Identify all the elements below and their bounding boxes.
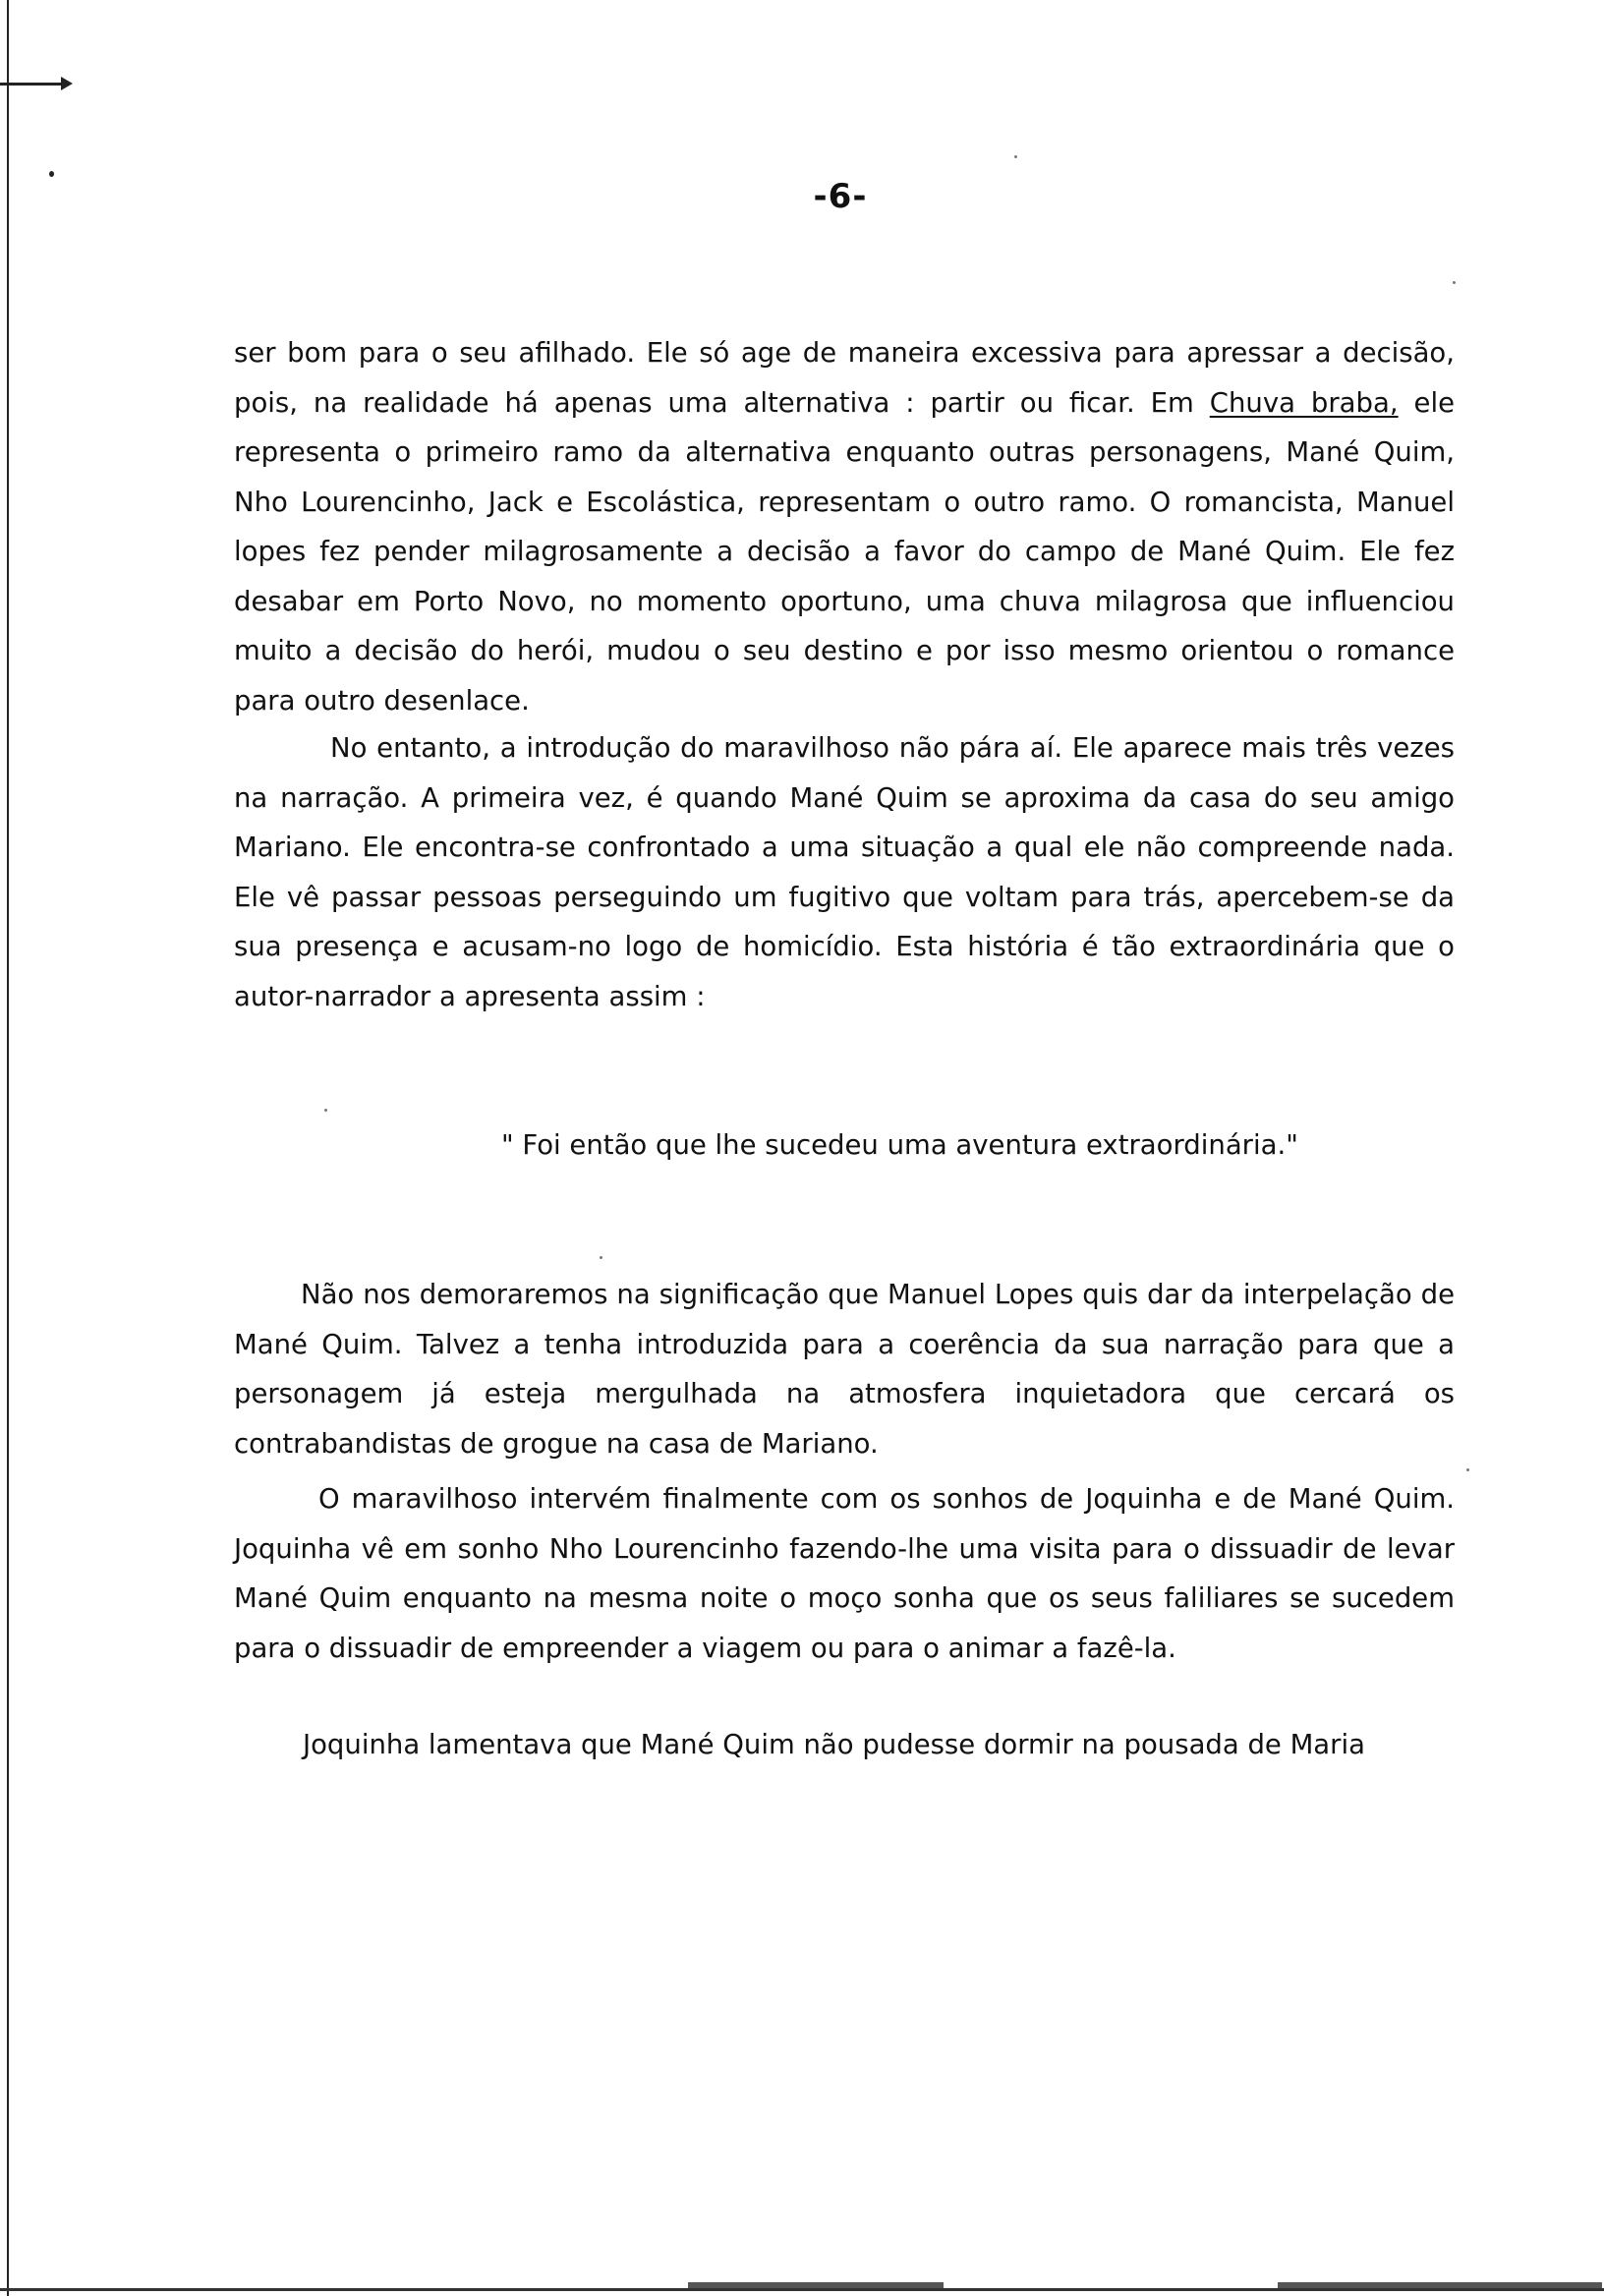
paragraph-2-text: No entanto, a introdução do maravilhoso não pára aí. Ele aparece mais três vezes na narração. A primeira vez, é quando Mané Quim se aproxima da casa do seu amigo Mariano. Ele encontra-se confrontado a uma situação a qual ele não compreende nada. Ele vê passar pessoas perseguindo um fugitivo que voltam para trás, apercebem-se da sua presença e acusam-no logo de homicídio. Esta história é tão extraordinária que o autor-narrador a apresenta assim : <box>234 732 1455 1012</box>
block-quote: " Foi então que lhe sucedeu uma aventura extraordinária." <box>501 1129 1298 1161</box>
margin-dot <box>49 171 54 177</box>
scan-speck <box>1466 1468 1469 1471</box>
bottom-edge-smudge <box>1278 2282 1602 2288</box>
paragraph-5 <box>234 1720 1455 1770</box>
paragraph-3-text: Não nos demoraremos na significação que Manuel Lopes quis dar da interpelação de Mané Quim. Talvez a tenha introduzida para a coerência da sua narração para que a personagem já esteja mergulhada na atmosfera inquietadora que cercará os contrabandistas de grogue na casa de Mariano. <box>234 1279 1455 1460</box>
binding-edge-line <box>7 0 9 2296</box>
paragraph-1-text-a: ser bom para o seu afilhado. Ele só age de maneira excessiva para apressar a decisão, pois, na realidade há apenas uma alternativa : partir ou ficar. Em <box>234 337 1455 419</box>
bottom-edge-line <box>0 2288 1604 2291</box>
margin-mark <box>0 83 69 86</box>
scan-speck <box>1014 155 1017 158</box>
paragraph-1 <box>234 328 1455 725</box>
paragraph-1-text-b: ele representa o primeiro ramo da alternativa enquanto outras personagens, Mané Quim, Nho Lourencinho, Jack e Escolástica, representam o outro ramo. O romancista, Manuel lopes fez pender milagrosamente a decisão a favor do campo de Mané Quim. Ele fez desabar em Porto Novo, no momento oportuno, uma chuva milagrosa que influenciou muito a decisão do herói, mudou o seu destino e por isso mesmo orientou o romance para outro desenlace. <box>234 386 1456 717</box>
scan-speck <box>600 1256 602 1259</box>
scan-speck <box>324 1109 327 1112</box>
paragraph-4 <box>234 1474 1455 1673</box>
paragraph-4-text: O maravilhoso intervém finalmente com os sonhos de Joquinha e de Mané Quim. Joquinha vê em sonho Nho Lourencinho fazendo-lhe uma visita para o dissuadir de levar Mané Quim enquanto na mesma noite o moço sonha que os seus faliliares se sucedem para o dissuadir de empreender a viagem ou para o animar a fazê-la. <box>234 1483 1455 1664</box>
paragraph-2 <box>234 723 1455 1021</box>
page-number: -6- <box>813 177 868 216</box>
margin-arrow-icon <box>61 77 73 90</box>
book-title-chuva-braba: Chuva braba, <box>1209 386 1399 419</box>
scan-speck <box>1453 281 1456 284</box>
paragraph-3 <box>234 1270 1455 1468</box>
bottom-edge-smudge <box>688 2282 944 2288</box>
paragraph-5-text: Joquinha lamentava que Mané Quim não pudesse dormir na pousada de Maria <box>303 1729 1365 1760</box>
